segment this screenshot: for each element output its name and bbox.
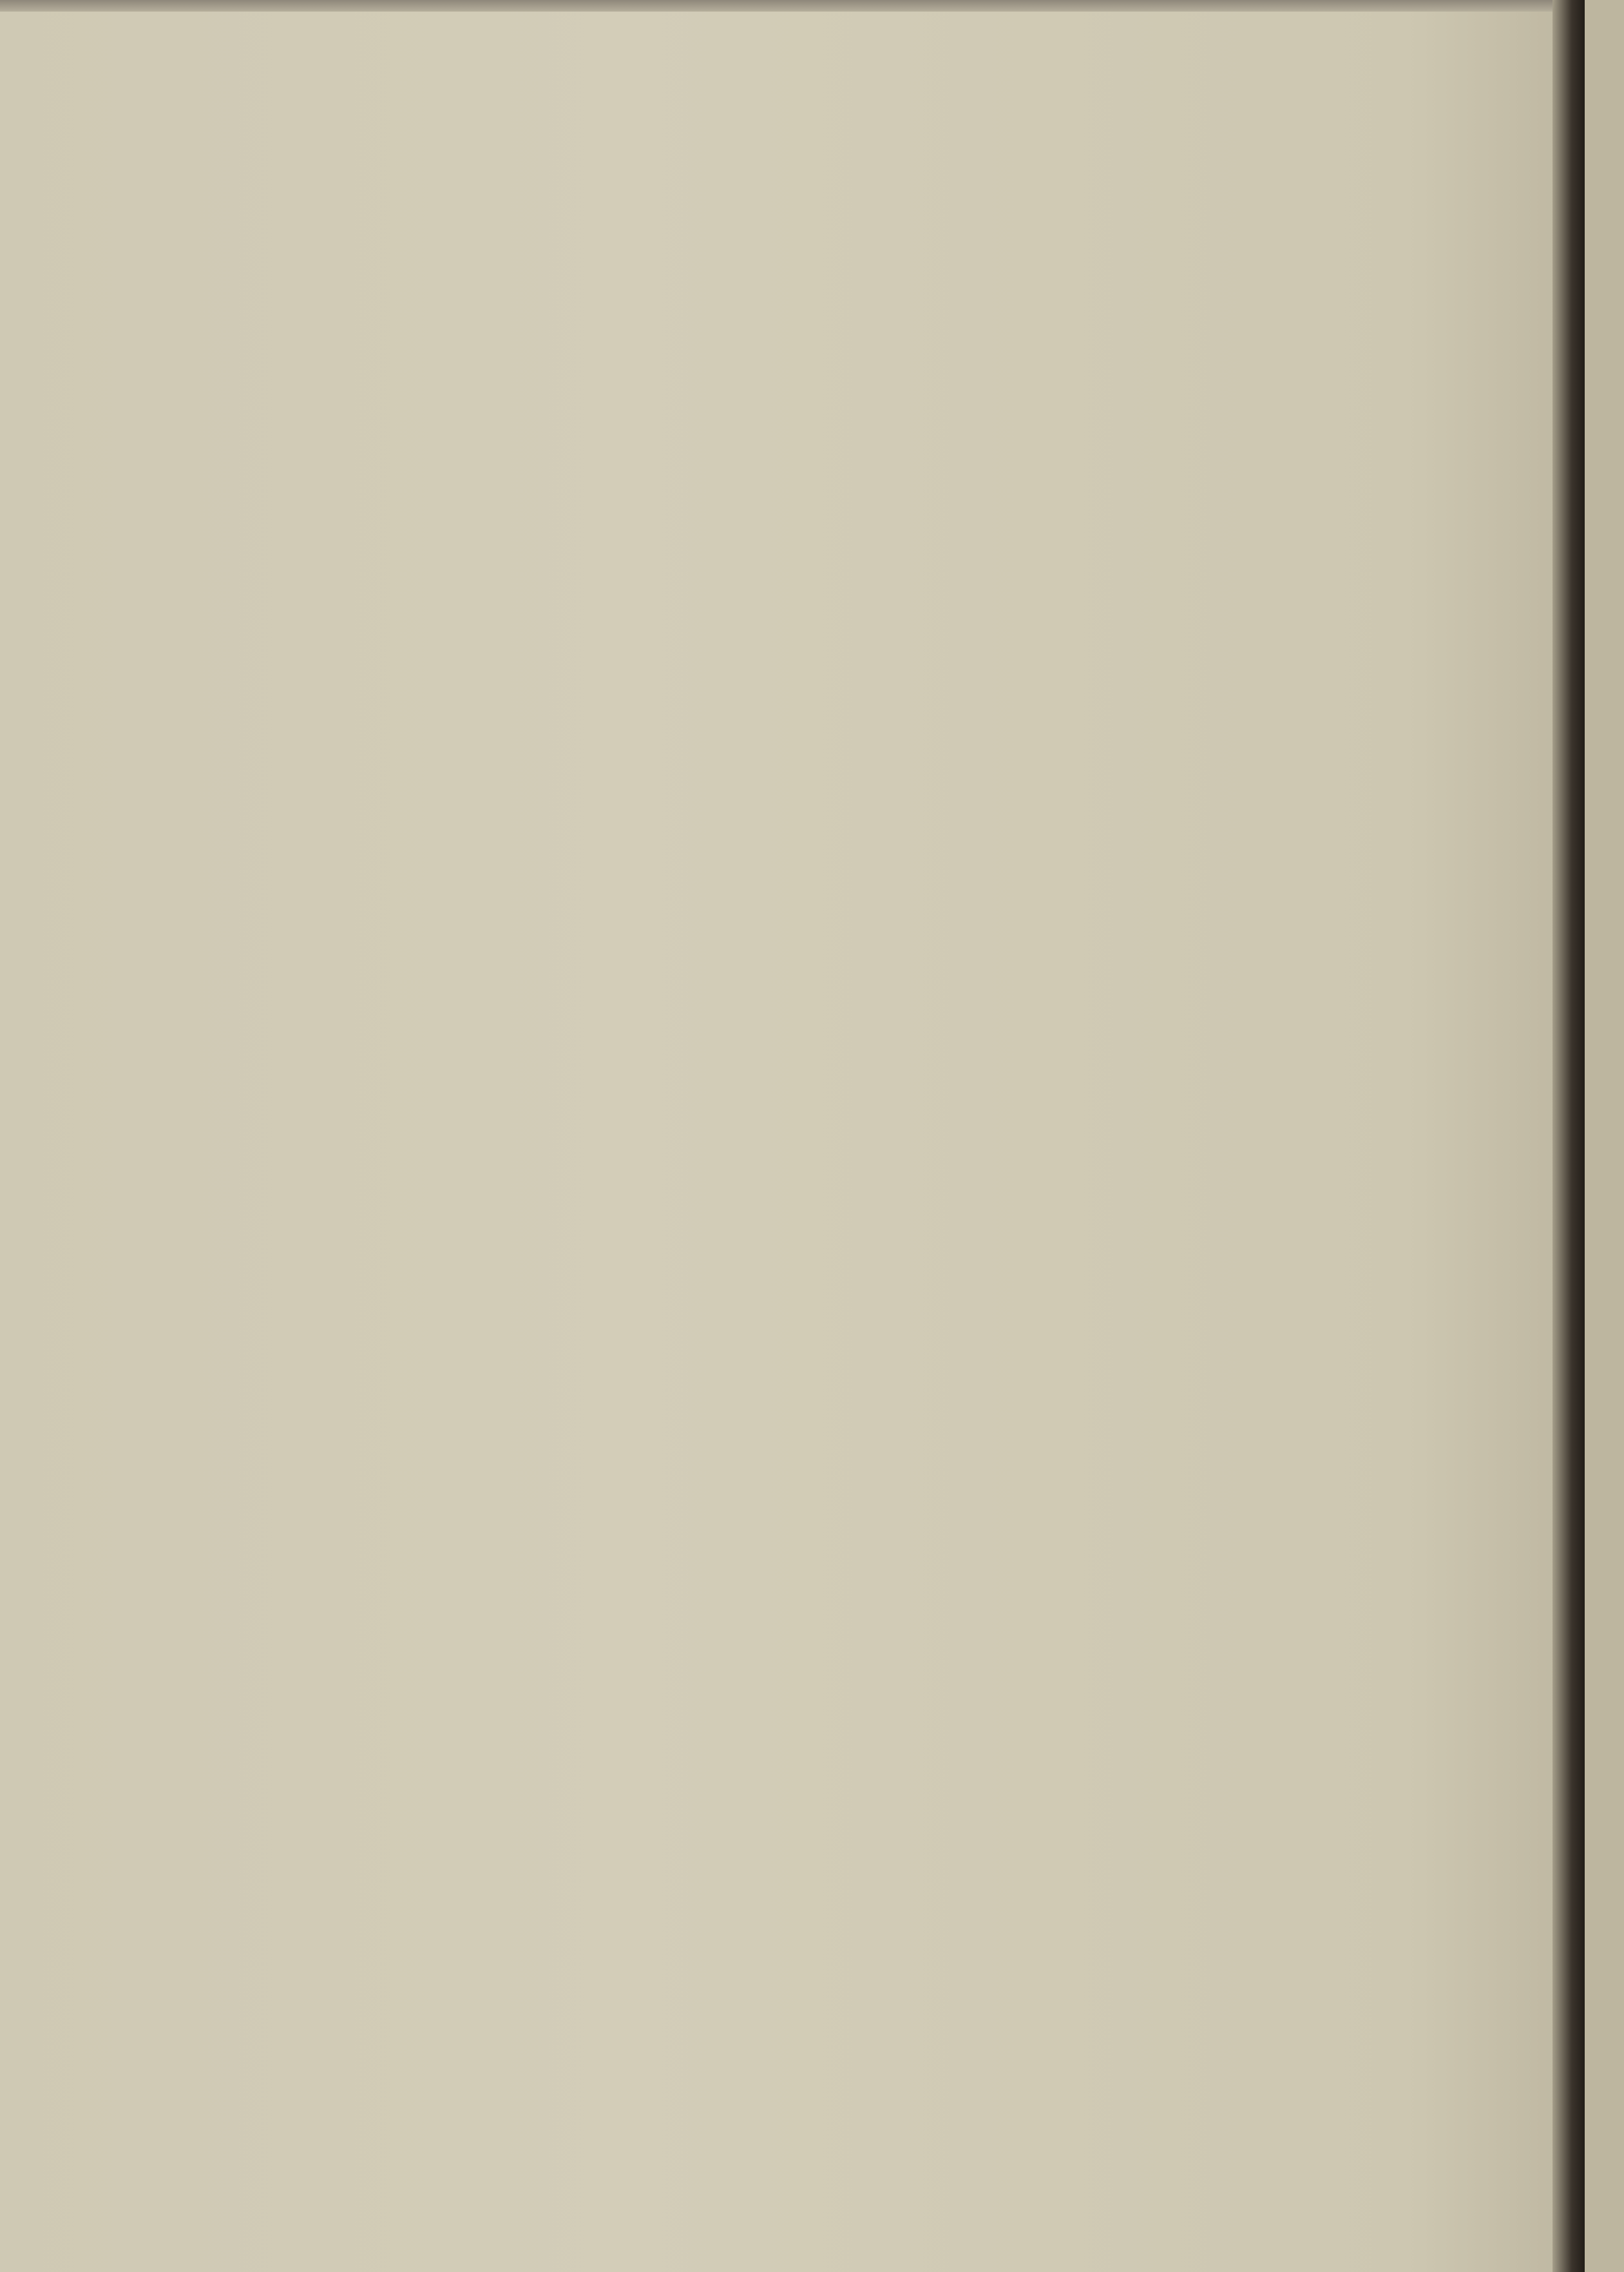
book-gutter — [1552, 0, 1585, 2272]
running-head — [129, 93, 1501, 132]
next-page-edge — [1585, 0, 1624, 2272]
page-top-edge — [0, 0, 1565, 12]
